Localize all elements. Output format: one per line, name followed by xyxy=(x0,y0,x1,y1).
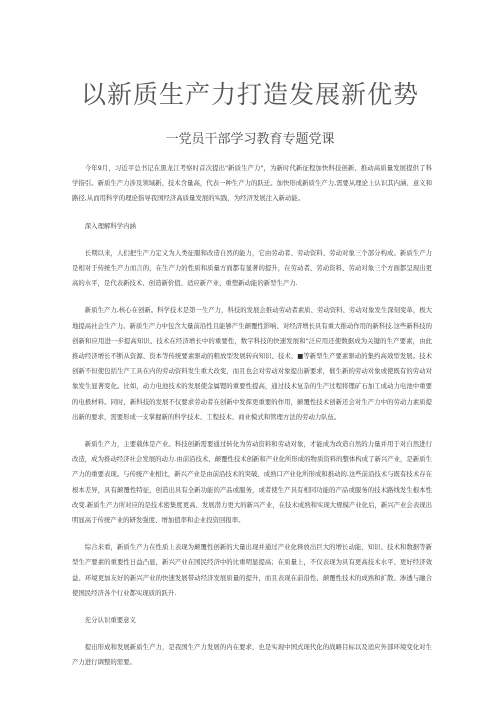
body-paragraph: 长期以来，人们把生产力定义为人类征服和改造自然的能力，它由劳动者、劳动资料、劳动对象三个部分构成。新质生产力是相对于传统生产力而言的，在生产力的性质和质量方面都有显著的提升，在劳动者、劳动资料、劳动对象三个方面都呈现出更高的水平，是代表新技术、创造新价值、适应新产业、重塑新动能的新型生产力. xyxy=(72,248,432,288)
body-paragraph: 提出形成和发展新质生产力，是我国生产力发展的内在要求，也是实现中国式现代化的战略目标以及适应外部环境变化对生产力进行调整的需要。 xyxy=(72,643,432,667)
document-subtitle: 一党员干部学习教育专题党课 xyxy=(165,132,335,147)
intro-paragraph: 今年9月，习近平总书记在黑龙江考察时首次提出"新质生产力"，为新时代新征程加快科技创新、推动高质量发展提供了科学指引。新质生产力涉及领域新、技术含量高，代表一种生产力的跃迁。加快形成新质生产力,需要从理论上认识其内涵、意义和路径,从而用科学的理论指导我国经济高质量发展的实践，为经济发展注入新动能。 xyxy=(72,164,432,203)
body-paragraph: 综合来看，新质生产力在性质上表现为颠覆性创新的大量出现并通过产业化释放出巨大的增长动能，知识、技术和数据等新型生产要素的重要性日益凸显，新兴产业在国民经济中的比重明显提高；在质量上，不仅表现为具有更高技术水平、更好经济效益、环境更加友好的新兴产业的快速发展带动经济发展质量的提升，而且表现在前沿性、颠覆性技术的成熟和扩散、渗透与融合使国民经济各个行业都实现质的跃升. xyxy=(72,543,432,597)
section-heading-significance: 充分认识重要意义 xyxy=(84,616,136,625)
body-paragraph: 新质生产力,核心在创新。科学技术是第一生产力，科技的发展会推动劳动者素质、劳动资料、劳动对象发生深刻变革，极大地提高社会生产力。新质生产力中包含大量前沿性且能够产生颠覆性影响、对经济增长具有重大推动作用的新科技.这些新科技的创新和应用进一步提高知识、技术在经济增长中的重要性，数字科技的快速发展和"泛应用还使数据成为关键的生产要素，由此推动经济增长不断从资源、资本等传统要素驱动的粗放型发展转向知识、技术、■等新型生产要素驱动的集约高效型发展。技术创新不但使包括生产工具在内的劳动资料发生重大改变，而且也会对劳动对象提出新要求，催生新的劳动对象或使既有的劳动对象发生显著变化。比如，动力电池技术的发展使金属锂的重要性提高，通过技术复杂的生产过程将锂矿石加工成动力电池中重要的电极材料。同时，新科技的发展不仅要求劳动者在创新中发挥更重要的作用，颠覆性技术创新还会对生产力中的劳动力素质提出新的要求，需要形成一支掌握新的科学技术、工程技术、商业模式和管理方法的劳动力队伍。 xyxy=(72,306,432,421)
section-heading-understanding: 深入理解科学内涵 xyxy=(84,221,136,230)
document-title: 以新质生产力打造发展新优势 xyxy=(80,80,419,109)
body-paragraph: 新质生产力，主要载体是产业。科技创新需要通过转化为劳动资料和劳动对象，才能成为改造自然的力量并用于对自然进行改造，成为推动经济社会发展的动力.由前沿技术、颠覆性技术创新和产业化所形成的物质资料的整体构成了新兴产业，是新质生产力的重要表现。与传统产业相比，新兴产业是由前沿技术的突破、成熟口产业化所形成和推动的.这些前沿技术与既有技术存在根本差异，具有颠覆性特征，创造出具有全新功能的产品或服务，或者使生产具有相同功能的产品或服务的技术路线发生根本性改变.新质生产力所对应的是技术密集度更高、发展潜力更大的新兴产业，在技术成熟和实现大规模产业化后，新兴产业会表现出明显高于传统产业的研发强度、增加值率和企业投资回报率。 xyxy=(72,440,432,525)
document-body xyxy=(72,161,432,683)
